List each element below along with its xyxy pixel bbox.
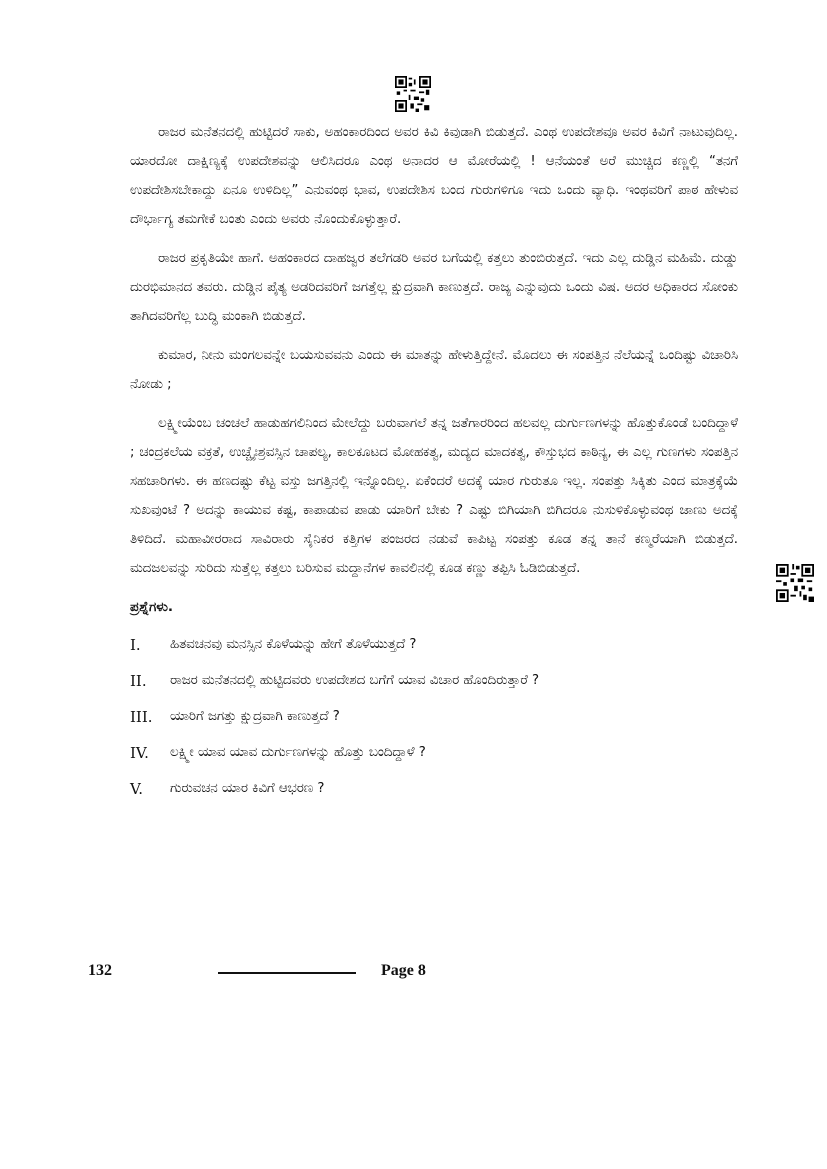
paragraph-text: ರಾಜರ ಪ್ರಕೃತಿಯೇ ಹಾಗೆ. ಅಹಂಕಾರದ ದಾಹಜ್ವರ ತಲೆಗಡರಿ ಅವರ ಬಗೆಯಲ್ಲಿ ಕತ್ತಲು ತುಂಬಿರುತ್ತದೆ. ಇದು ಎಲ್ಲ ದುಡ್ಡಿನ ಮಹಿಮೆ. ದುಡ್ಡು ದುರಭಿಮಾನದ ತವರು. ದುಡ್ಡಿನ ಪೈತ್ಯ ಅಡರಿದವರಿಗೆ ಜಗತ್ತೆಲ್ಲ ಕ್ಷುದ್ರವಾಗಿ ಕಾಣುತ್ತದೆ. ರಾಜ್ಯ ಎನ್ನುವುದು ಒಂದು ವಿಷ. ಅದರ ಅಧಿಕಾರದ ಸೋಂಕು ತಾಗಿದವರಿಗೆಲ್ಲ ಬುದ್ಧಿ ಮಂಕಾಗಿ ಬಿಡುತ್ತದೆ.: [130, 251, 738, 324]
question-number: III.: [130, 708, 153, 726]
question-text: ಹಿತವಚನವು ಮನಸ್ಸಿನ ಕೊಳೆಯನ್ನು ಹೇಗೆ ತೊಳೆಯುತ್ತದೆ ?: [170, 637, 417, 652]
questions-heading: ಪ್ರಶ್ನೆಗಳು.: [130, 599, 174, 615]
footer-divider: [218, 972, 356, 974]
paragraph-text: ಕುಮಾರ, ನೀನು ಮಂಗಲವನ್ನೇ ಬಯಸುವವನು ಎಂದು ಈ ಮಾತನ್ನು ಹೇಳುತ್ತಿದ್ದೇನೆ. ಮೊದಲು ಈ ಸಂಪತ್ತಿನ ನೆಲೆಯನ್ನೆ ಒಂದಿಷ್ಟು ವಿಚಾರಿಸಿ ನೋಡು ;: [130, 348, 738, 392]
question-number: II.: [130, 672, 147, 690]
paragraph-text: ಲಕ್ಷ್ಮೀಯೆಂಬ ಚಂಚಲೆ ಹಾಡುಹಗಲಿನಿಂದ ಮೇಲೆದ್ದು ಬರುವಾಗಲೆ ತನ್ನ ಜತೆಗಾರರಿಂದ ಹಲವಲ್ಲ ದುರ್ಗುಣಗಳನ್ನು ಹೊತ್ತುಕೊಂಡೆ ಬಂದಿದ್ದಾಳೆ ; ಚಂದ್ರಕಲೆಯ ವಕ್ರತೆ, ಉಚ್ಚೈಃಶ್ರವಸ್ಸಿನ ಚಾಪಲ್ಯ, ಕಾಲಕೂಟದ ಮೋಹಕತ್ವ, ಮದ್ಯದ ಮಾದಕತ್ವ, ಕೌಸ್ತುಭದ ಕಾಠಿನ್ಯ, ಈ ಎಲ್ಲ ಗುಣಗಳು ಸಂಪತ್ತಿನ ಸಹಚಾರಿಗಳು. ಈ ಹಣದಷ್ಟು ಕೆಟ್ಟ ವಸ್ತು ಜಗತ್ತಿನಲ್ಲಿ ಇನ್ನೊಂದಿಲ್ಲ. ಏಕೆಂದರೆ ಅದಕ್ಕೆ ಯಾರ ಗುರುತೂ ಇಲ್ಲ. ಸಂಪತ್ತು ಸಿಕ್ಕಿತು ಎಂದ ಮಾತ್ರಕ್ಕೆಯೆ ಸುಖವುಂಟೆ ? ಅದನ್ನು ಕಾಯುವ ಕಷ್ಟ, ಕಾಪಾಡುವ ಪಾಡು ಯಾರಿಗೆ ಬೇಕು ? ಎಷ್ಟು ಬಿಗಿಯಾಗಿ ಬಿಗಿದರೂ ನುಸುಳಿಕೊಳ್ಳುವಂಥ ಜಾಣು ಅದಕ್ಕೆ ತಿಳಿದಿದೆ. ಮಹಾವೀರರಾದ ಸಾವಿರಾರು ಸೈನಿಕರ ಕತ್ತಿಗಳ ಪಂಜರದ ನಡುವೆ ಕಾಪಿಟ್ಟ ಸಂಪತ್ತು ಕೂಡ ತನ್ನ ತಾನೆ ಕಣ್ಮರೆಯಾಗಿ ಬಿಡುತ್ತದೆ. ಮದಜಲವನ್ನು ಸುರಿದು ಸುತ್ತೆಲ್ಲ ಕತ್ತಲು ಬರಿಸುವ ಮದ್ದಾನೆಗಳ ಕಾವಲಿನಲ್ಲಿ ಕೂಡ ಕಣ್ಣು ತಪ್ಪಿಸಿ ಓಡಿಬಿಡುತ್ತದೆ.: [130, 416, 738, 576]
question-number: IV.: [130, 744, 149, 762]
question-text: ರಾಜರ ಮನೆತನದಲ್ಲಿ ಹುಟ್ಟಿದವರು ಉಪದೇಶದ ಬಗೆಗೆ ಯಾವ ವಿಚಾರ ಹೊಂದಿರುತ್ತಾರೆ ?: [170, 673, 540, 688]
question-text: ಲಕ್ಷ್ಮೀ ಯಾವ ಯಾವ ದುರ್ಗುಣಗಳನ್ನು ಹೊತ್ತು ಬಂದಿದ್ದಾಳೆ ?: [170, 745, 426, 760]
question-item: [130, 699, 738, 735]
paragraph: [130, 118, 738, 234]
question-number: V.: [130, 780, 143, 798]
paragraph: [130, 244, 738, 331]
question-item: [130, 663, 738, 699]
page-number: Page 8: [381, 962, 426, 979]
question-text: ಗುರುವಚನ ಯಾರ ಕಿವಿಗೆ ಆಭರಣ ?: [170, 781, 325, 796]
page-footer: [88, 960, 748, 990]
question-item: [130, 627, 738, 663]
page-code: 132: [88, 962, 112, 979]
paragraph: [130, 409, 738, 583]
qr-code-icon: [395, 76, 431, 112]
passage: [130, 118, 738, 807]
paragraph: [130, 341, 738, 399]
question-item: [130, 735, 738, 771]
question-number: I.: [130, 636, 141, 654]
qr-code-icon: [776, 564, 814, 602]
question-text: ಯಾರಿಗೆ ಜಗತ್ತು ಕ್ಷುದ್ರವಾಗಿ ಕಾಣುತ್ತದೆ ?: [170, 709, 340, 724]
paragraph-text: ರಾಜರ ಮನೆತನದಲ್ಲಿ ಹುಟ್ಟಿದರೆ ಸಾಕು, ಅಹಂಕಾರದಿಂದ ಅವರ ಕಿವಿ ಕಿವುಡಾಗಿ ಬಿಡುತ್ತದೆ. ಎಂಥ ಉಪದೇಶವೂ ಅವರ ಕಿವಿಗೆ ನಾಟುವುದಿಲ್ಲ. ಯಾರದೋ ದಾಕ್ಷಿಣ್ಯಕ್ಕೆ ಉಪದೇಶವನ್ನು ಆಲಿಸಿದರೂ ಎಂಥ ಅನಾದರ ಆ ಮೋರೆಯಲ್ಲಿ ! ಆನೆಯಂತೆ ಅರೆ ಮುಚ್ಚಿದ ಕಣ್ಣಲ್ಲಿ “ತನಗೆ ಉಪದೇಶಿಸಬೇಕಾದ್ದು ಏನೂ ಉಳಿದಿಲ್ಲ” ಎನುವಂಥ ಭಾವ, ಉಪದೇಶಿಸ ಬಂದ ಗುರುಗಳಿಗೂ ಇದು ಒಂದು ವ್ಯಾಧಿ. ಇಂಥವರಿಗೆ ಪಾಠ ಹೇಳುವ ದೌರ್ಭಾಗ್ಯ ತಮಗೇಕೆ ಬಂತು ಎಂದು ಅವರು ನೊಂದುಕೊಳ್ಳುತ್ತಾರೆ.: [130, 125, 738, 227]
question-item: [130, 771, 738, 807]
